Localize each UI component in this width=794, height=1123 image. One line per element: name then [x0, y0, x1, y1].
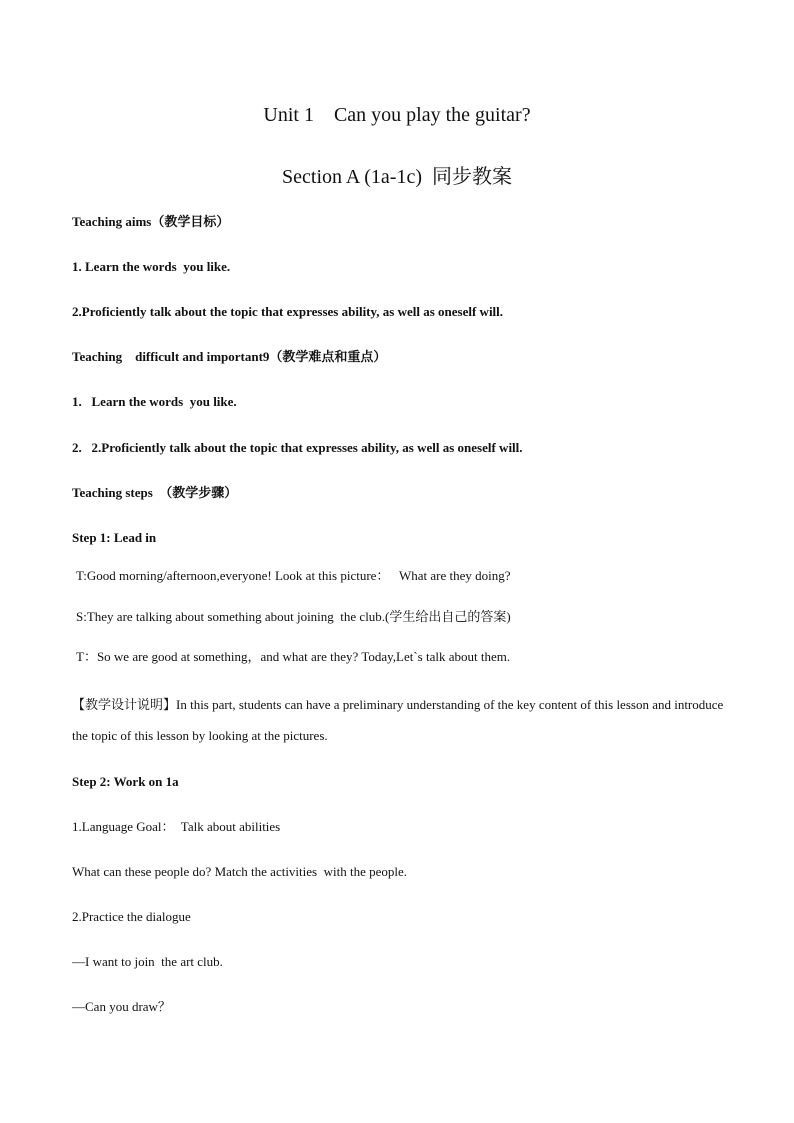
step1-heading: Step 1: Lead in: [72, 530, 157, 545]
match-instruction: What can these people do? Match the activities with the people.: [72, 864, 407, 879]
step1-line: T:Good morning/afternoon,everyone! Look at this picture： What are they doing?: [76, 568, 511, 583]
step1-line: T：So we are good at something，and what are they? Today,Let`s talk about them.: [76, 649, 511, 664]
document-subtitle: Section A (1a-1c) 同步教案: [282, 166, 512, 188]
difficult-heading: Teaching difficult and important9（教学难点和重点）: [72, 349, 387, 364]
design-note: 【教学设计说明】In this part, students can have a preliminary understanding of the key content of this lesson and introduce the topic of this lesson by looking at the pictures.: [72, 697, 724, 743]
practice-heading: 2.Practice the dialogue: [72, 909, 191, 924]
step1-line: S:They are talking about something about joining the club.(学生给出自己的答案): [76, 609, 511, 624]
language-goal: 1.Language Goal： Talk about abilities: [72, 819, 281, 834]
dialogue-line: —Can you draw？: [72, 999, 171, 1014]
aim-item: 2.Proficiently talk about the topic that expresses ability, as well as oneself will.: [72, 304, 504, 319]
dialogue-line: —I want to join the art club.: [72, 954, 223, 969]
step2-heading: Step 2: Work on 1a: [72, 774, 179, 789]
difficult-item: 2. 2.Proficiently talk about the topic that expresses ability, as well as oneself will.: [72, 440, 523, 455]
aim-item: 1. Learn the words you like.: [72, 259, 231, 274]
steps-heading: Teaching steps （教学步骤）: [72, 485, 238, 500]
aims-heading: Teaching aims（教学目标）: [72, 214, 230, 229]
difficult-item: 1. Learn the words you like.: [72, 394, 237, 409]
document-title: Unit 1 Can you play the guitar?: [263, 104, 531, 126]
